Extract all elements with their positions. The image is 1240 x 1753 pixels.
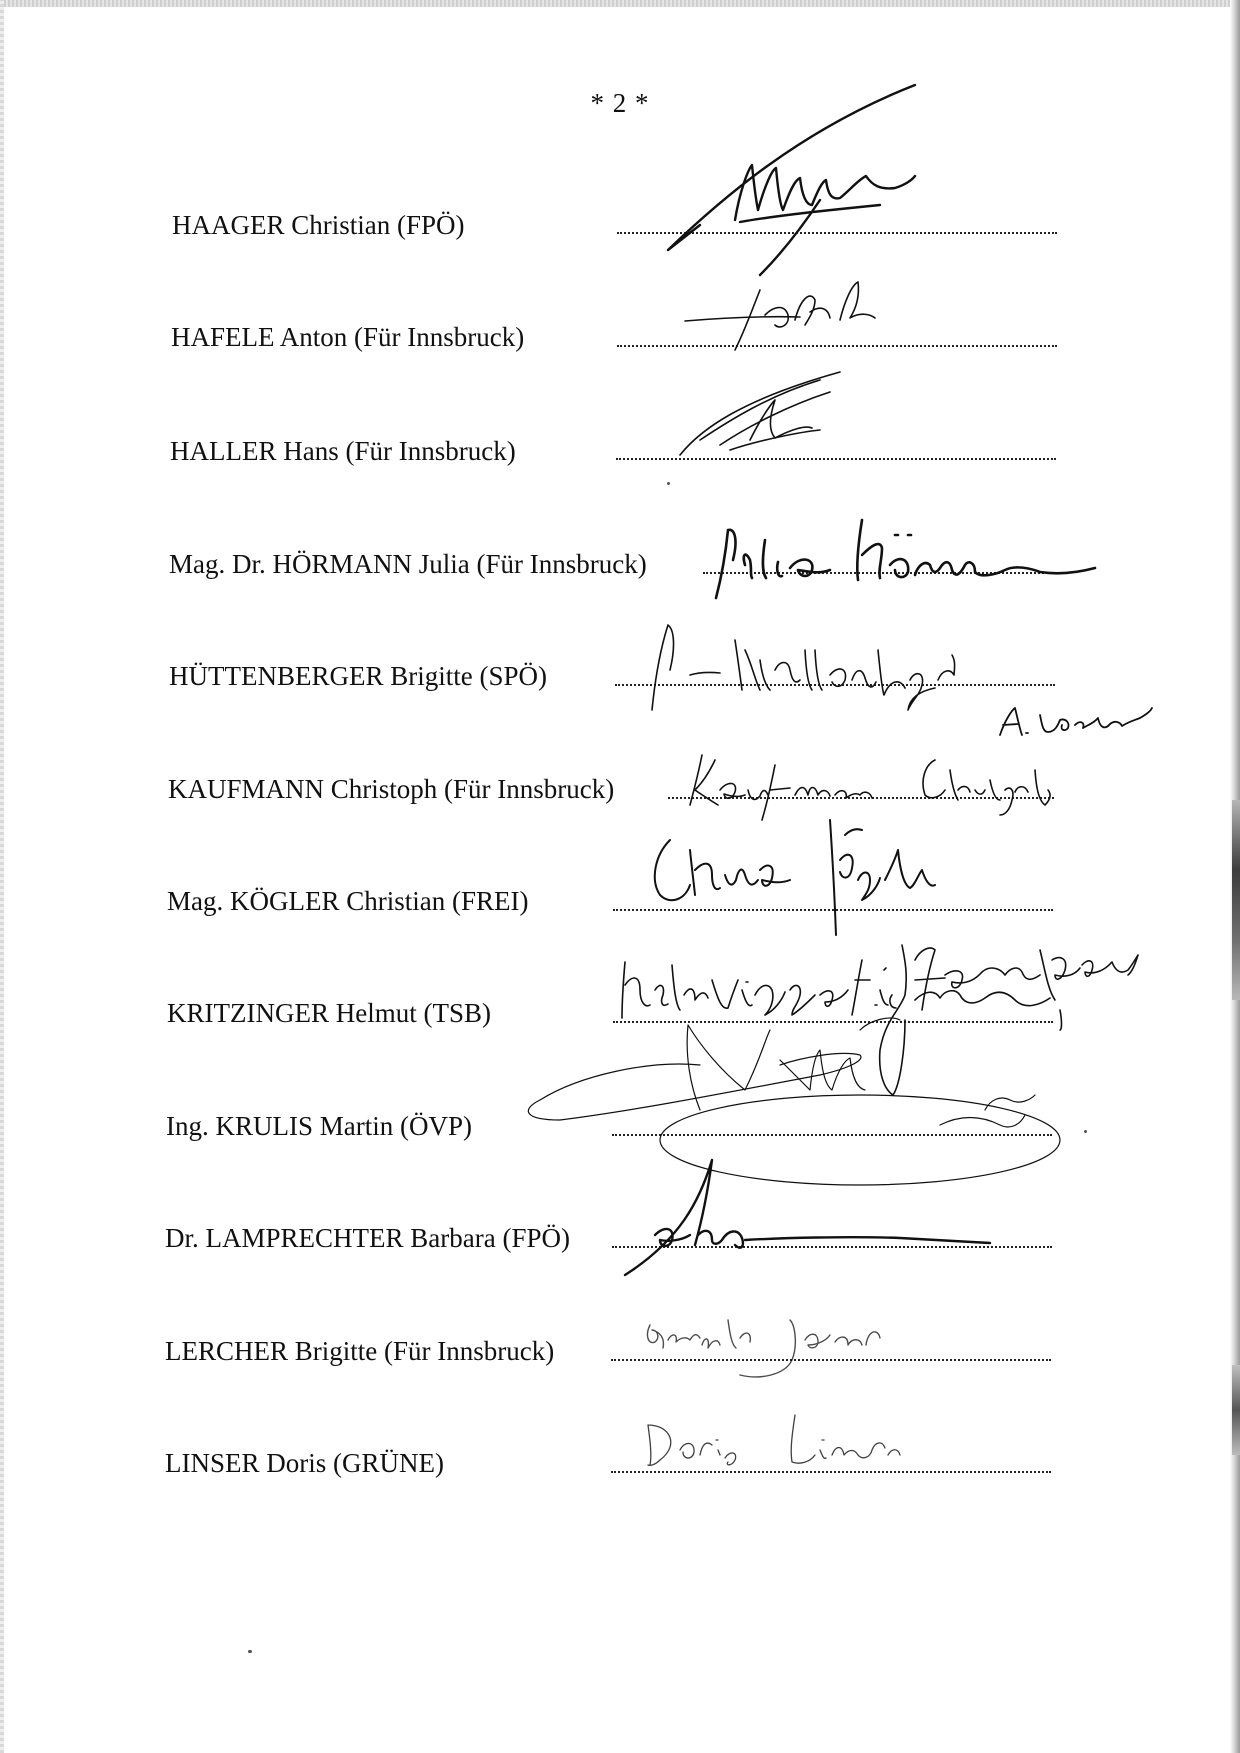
signatory-name: KRITZINGER Helmut (TSB) [167,998,491,1028]
signature-krulis [528,1018,1060,1185]
signature-line [613,1021,1053,1023]
signatory-name: LINSER Doris (GRÜNE) [165,1448,444,1478]
page-number: * 2 * [590,88,650,118]
signature-line [668,797,1054,799]
scan-edge-top [0,0,1240,7]
scan-speck [667,482,670,485]
scan-speck [1084,1130,1087,1133]
signatory-name: HÜTTENBERGER Brigitte (SPÖ) [169,661,547,691]
signature-line [615,684,1055,686]
note-lechner [1000,708,1152,735]
scan-edge-left [0,0,4,1753]
signatory-name: Dr. LAMPRECHTER Barbara (FPÖ) [165,1223,570,1253]
signatory-name: KAUFMANN Christoph (Für Innsbruck) [168,774,615,804]
signatory-name: Ing. KRULIS Martin (ÖVP) [166,1111,472,1141]
signatory-name: HAAGER Christian (FPÖ) [172,210,465,240]
signature-lamprechter [625,1160,990,1275]
signature-kritzinger [622,945,1138,1095]
signatory-name: Mag. Dr. HÖRMANN Julia (Für Innsbruck) [169,549,647,579]
signature-line [617,345,1057,347]
signature-line [616,458,1056,460]
signature-haager [668,85,915,275]
signature-kaufmann [690,755,1050,820]
signature-line [611,1359,1051,1361]
signature-koegler [655,820,935,935]
signature-line [703,572,1055,574]
signature-linser [648,1415,900,1465]
signatory-name: LERCHER Brigitte (Für Innsbruck) [165,1336,555,1366]
signatory-name: Mag. KÖGLER Christian (FREI) [167,886,529,916]
scan-speck [248,1650,252,1653]
signature-huettenberger [652,625,955,710]
scan-edge-shadow [1232,1365,1240,1455]
signatory-name: HAFELE Anton (Für Innsbruck) [171,322,525,352]
signature-line [611,1471,1051,1473]
signature-hafele [685,282,875,350]
signature-lercher [648,1320,880,1377]
signatory-name: HALLER Hans (Für Innsbruck) [170,436,516,466]
signature-line [617,232,1057,234]
signature-line [612,1246,1052,1248]
scan-edge-shadow [1232,800,1240,1000]
signature-line [613,909,1053,911]
signature-line [612,1134,1052,1136]
signature-haller [680,372,840,455]
signature-hoermann [716,520,1095,598]
